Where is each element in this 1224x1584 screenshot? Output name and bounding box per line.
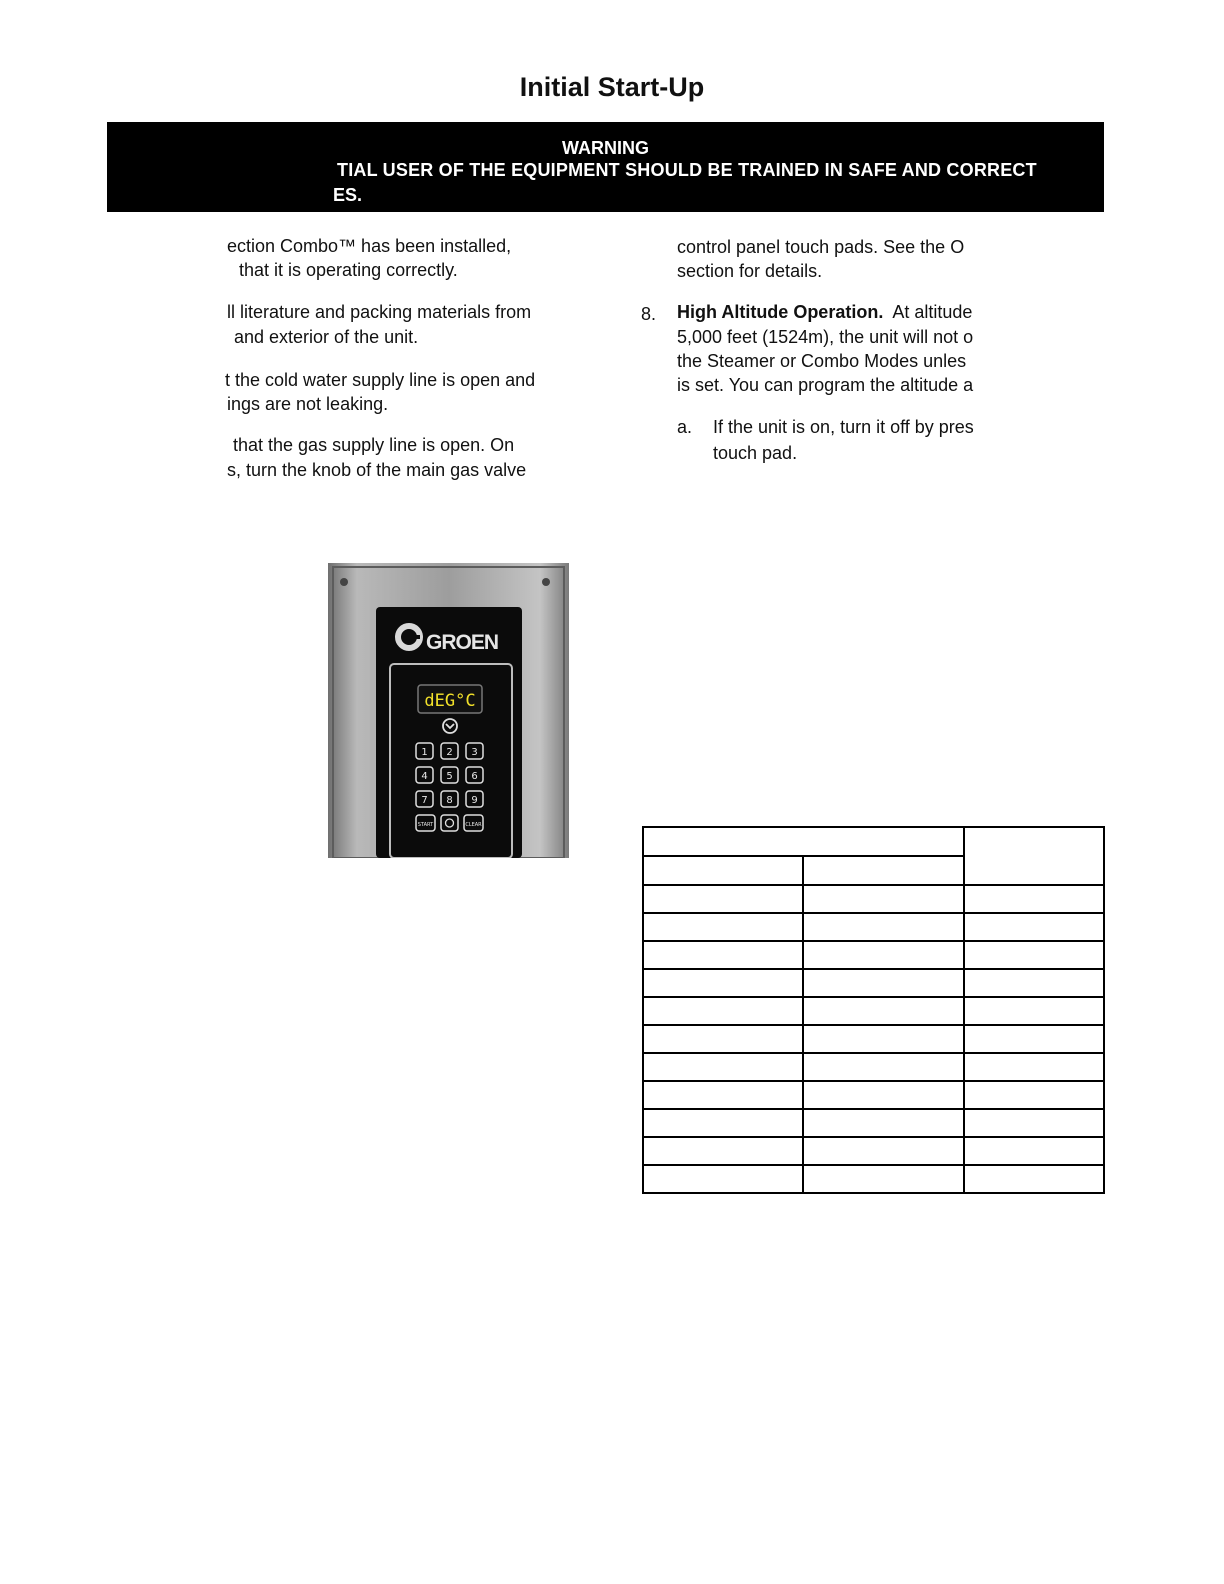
table-row	[643, 1025, 1104, 1053]
table-header-cell	[964, 827, 1104, 885]
table-header-cell	[643, 856, 803, 885]
table-cell	[964, 1165, 1104, 1193]
table-cell	[643, 941, 803, 969]
table-cell	[803, 1165, 964, 1193]
table-cell	[964, 913, 1104, 941]
table-cell	[964, 969, 1104, 997]
item-a-line-1: If the unit is on, turn it off by pres	[713, 417, 974, 437]
table-row	[643, 997, 1104, 1025]
table-cell	[803, 1081, 964, 1109]
table-cell	[643, 1109, 803, 1137]
clear-key-label: CLEAR	[465, 822, 482, 828]
table-cell	[964, 1109, 1104, 1137]
table-cell	[803, 1053, 964, 1081]
item-8-first-line	[677, 300, 972, 324]
table-cell	[643, 1053, 803, 1081]
key-5-label: 5	[446, 771, 453, 782]
table-row	[643, 1109, 1104, 1137]
key-7-label: 7	[421, 795, 428, 806]
table-cell	[643, 969, 803, 997]
screw-icon	[340, 578, 348, 586]
item-8-heading: High Altitude Operation.	[677, 302, 884, 322]
table-row	[643, 1053, 1104, 1081]
table-cell	[643, 885, 803, 913]
table-cell	[964, 941, 1104, 969]
item-a-line-2: touch pad.	[713, 443, 798, 463]
key-1-label: 1	[421, 747, 428, 758]
control-panel-image	[328, 563, 569, 858]
left-p3-line1: t the cold water supply line is open and	[225, 370, 536, 390]
table-header-cell	[803, 856, 964, 885]
left-p2-line1: ll literature and packing materials from	[227, 302, 532, 322]
table-cell	[964, 1053, 1104, 1081]
left-p4-line2: s, turn the knob of the main gas valve	[227, 460, 527, 480]
item-a-letter: a.	[677, 417, 693, 437]
item-8-line-1: At altitude	[892, 302, 973, 322]
page-title: Initial Start-Up	[519, 72, 705, 102]
table-row	[643, 941, 1104, 969]
table-cell	[643, 1137, 803, 1165]
table-row	[643, 1081, 1104, 1109]
table-header-cell	[643, 827, 964, 856]
table-cell	[643, 1165, 803, 1193]
item-8-line-3: the Steamer or Combo Modes unles	[677, 351, 967, 371]
table-cell	[964, 997, 1104, 1025]
table-cell	[803, 1025, 964, 1053]
table-row	[643, 1165, 1104, 1193]
key-2-label: 2	[446, 747, 453, 758]
table-cell	[964, 1025, 1104, 1053]
left-p1-line1: ection Combo™ has been installed,	[227, 236, 512, 256]
table-cell	[643, 997, 803, 1025]
table-header-row	[643, 827, 1104, 856]
left-p2-line2: and exterior of the unit.	[234, 327, 419, 347]
altitude-table	[642, 826, 1105, 1194]
item-8-number: 8.	[641, 304, 657, 324]
left-p3-line2: ings are not leaking.	[227, 394, 389, 414]
table-cell	[803, 969, 964, 997]
table-row	[643, 885, 1104, 913]
table-cell	[964, 1137, 1104, 1165]
brand-name: GROEN	[426, 631, 499, 654]
table-cell	[803, 913, 964, 941]
item-8-line-4: is set. You can program the altitude a	[677, 375, 974, 395]
key-8-label: 8	[446, 795, 453, 806]
key-4-label: 4	[421, 771, 428, 782]
warning-line-2: ES.	[333, 185, 363, 205]
table-row	[643, 913, 1104, 941]
table-cell	[803, 941, 964, 969]
start-key-label: START	[417, 822, 434, 828]
key-9-label: 9	[471, 795, 478, 806]
right-p1-line1: control panel touch pads. See the O	[677, 237, 965, 257]
table-cell	[803, 885, 964, 913]
right-p1-line2: section for details.	[677, 261, 823, 281]
key-3-label: 3	[471, 747, 478, 758]
table-cell	[803, 997, 964, 1025]
brand-logo-notch	[408, 635, 420, 639]
table-cell	[803, 1137, 964, 1165]
left-p4-line1: that the gas supply line is open. On	[233, 435, 515, 455]
table-cell	[964, 1081, 1104, 1109]
warning-heading: WARNING	[562, 138, 649, 158]
table-row	[643, 1137, 1104, 1165]
warning-line-1: TIAL USER OF THE EQUIPMENT SHOULD BE TRAINED IN SAFE AND CORRECT	[337, 160, 1037, 180]
table-cell	[964, 885, 1104, 913]
table-row	[643, 969, 1104, 997]
key-6-label: 6	[471, 771, 478, 782]
item-8-line-2: 5,000 feet (1524m), the unit will not o	[677, 327, 974, 347]
table-cell	[803, 1109, 964, 1137]
temperature-display: dEG°C	[424, 691, 476, 711]
screw-icon	[542, 578, 550, 586]
table-cell	[643, 1081, 803, 1109]
table-cell	[643, 1025, 803, 1053]
table-cell	[643, 913, 803, 941]
left-p1-line2: that it is operating correctly.	[239, 260, 458, 280]
warning-banner	[107, 122, 1104, 212]
